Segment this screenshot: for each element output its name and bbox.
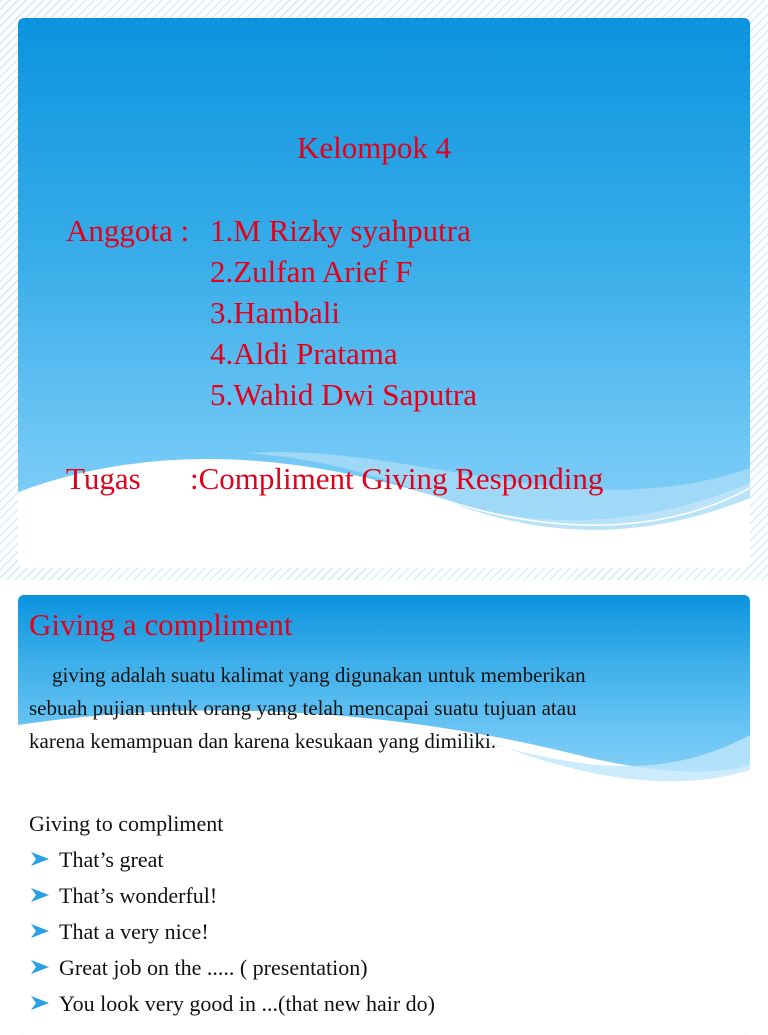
list-item-text: That a very nice! [59, 918, 209, 944]
list-item [29, 913, 435, 949]
slide-2 [18, 595, 750, 1035]
paragraph-line: sebuah pujian untuk orang yang telah mencapai suatu tujuan atau [29, 696, 577, 720]
paragraph-line: karena kemampuan dan karena kesukaan yang dimiliki. [29, 729, 497, 753]
list-item [29, 985, 435, 1021]
arrow-bullet-icon [29, 994, 51, 1012]
members-label: Anggota : [66, 213, 190, 248]
list-item [29, 877, 435, 913]
list-item-text: That’s great [59, 846, 164, 872]
definition-paragraph [29, 659, 586, 758]
arrow-bullet-icon [29, 922, 51, 940]
task-label: Tugas [66, 461, 141, 496]
list-item-text: That’s wonderful! [59, 882, 218, 908]
list-item-text: Great job on the ..... ( presentation) [59, 954, 368, 980]
slide-title: Giving a compliment [29, 607, 293, 642]
member-2: 2.Zulfan Arief F [210, 254, 413, 289]
arrow-bullet-icon [29, 886, 51, 904]
slide-title: Kelompok 4 [297, 130, 452, 165]
paragraph-line: giving adalah suatu kalimat yang digunakan untuk memberikan [52, 663, 586, 687]
wave-decoration [18, 438, 750, 568]
list-heading: Giving to compliment [29, 811, 224, 836]
task-value: :Compliment Giving Responding [190, 461, 604, 496]
slide-1 [18, 18, 750, 568]
member-3: 3.Hambali [210, 295, 340, 330]
member-1: 1.M Rizky syahputra [210, 213, 471, 248]
arrow-bullet-icon [29, 958, 51, 976]
arrow-bullet-icon [29, 850, 51, 868]
member-4: 4.Aldi Pratama [210, 336, 398, 371]
member-5: 5.Wahid Dwi Saputra [210, 377, 477, 412]
list-item [29, 949, 435, 985]
list-item [29, 841, 435, 877]
list-item-text: You look very good in ...(that new hair do) [59, 990, 435, 1016]
compliment-list [29, 841, 435, 1021]
